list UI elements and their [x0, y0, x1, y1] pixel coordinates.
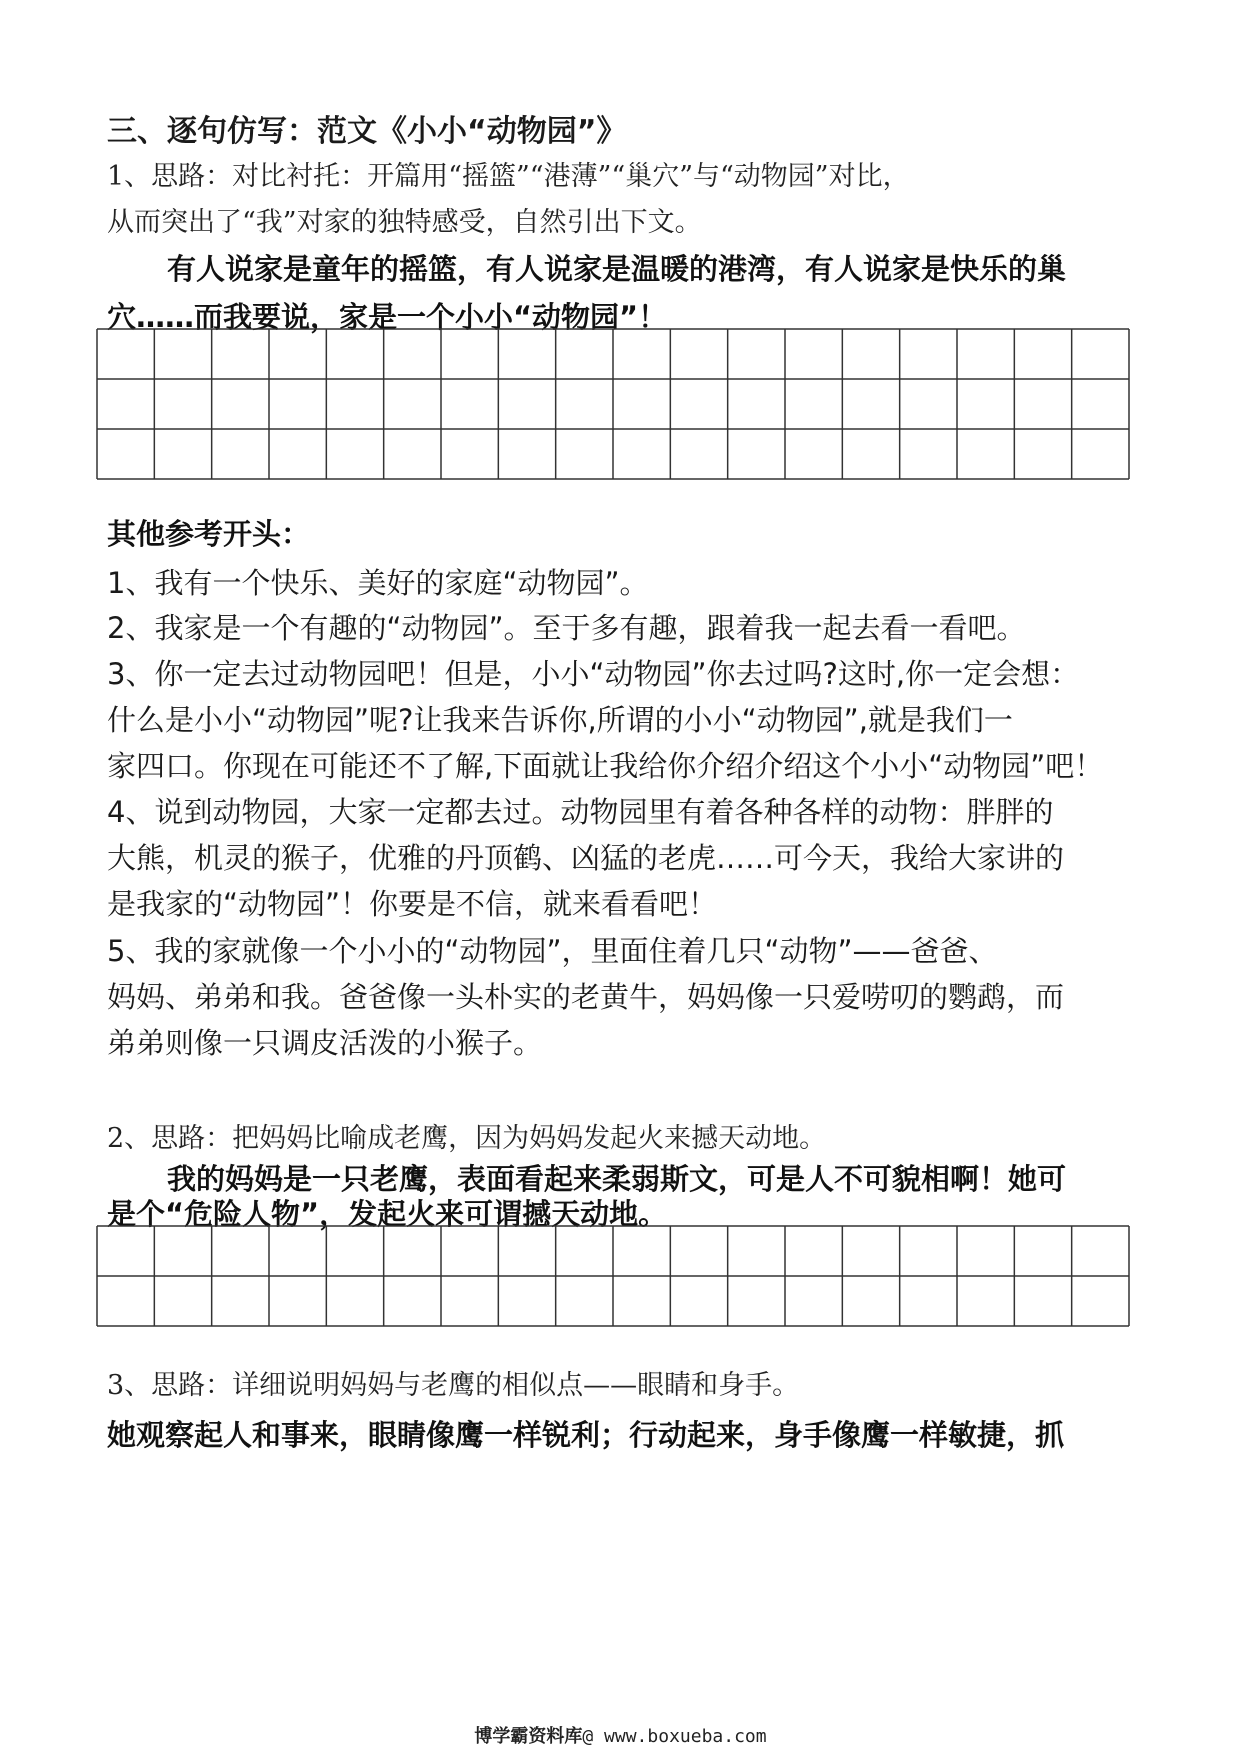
opening-line: 大熊，机灵的猴子，优雅的丹顶鹤、凶猛的老虎……可今天，我给大家讲的	[107, 841, 1065, 875]
part3-idea: 3、思路：详细说明妈妈与老鹰的相似点——眼睛和身手。	[107, 1370, 800, 1401]
part2-idea: 2、思路：把妈妈比喻成老鹰，因为妈妈发起火来撼天动地。	[107, 1123, 827, 1154]
part3-example-line1: 她观察起人和事来，眼睛像鹰一样锐利；行动起来，身手像鹰一样敏捷，抓	[107, 1418, 1065, 1452]
section-title: 三、逐句仿写：范文《小小“动物园”》	[107, 114, 627, 149]
part2-example-line1: 我的妈妈是一只老鹰，表面看起来柔弱斯文，可是人不可貌相啊！她可	[167, 1162, 1067, 1196]
part1-example-line2: 穴……而我要说，家是一个小小“动物园”！	[107, 300, 668, 334]
opening-line: 弟弟则像一只调皮活泼的小猴子。	[107, 1026, 543, 1060]
footer-url: @ www.boxueba.com	[582, 1726, 767, 1747]
part1-example-line1: 有人说家是童年的摇篮，有人说家是温暖的港湾，有人说家是快乐的巢	[167, 252, 1067, 286]
opening-line: 3、你一定去过动物园吧！但是，小小“动物园”你去过吗?这时,你一定会想：	[107, 657, 1080, 691]
opening-line: 是我家的“动物园”！你要是不信，就来看看吧！	[107, 887, 718, 921]
opening-line: 5、我的家就像一个小小的“动物园”，里面住着几只“动物”——爸爸、	[107, 934, 998, 968]
part2-example-line2: 是个“危险人物”，发起火来可谓撼天动地。	[107, 1197, 668, 1231]
writing-grid-1[interactable]	[96, 328, 1130, 480]
opening-line: 什么是小小“动物园”呢?让我来告诉你,所谓的小小“动物园”,就是我们一	[107, 703, 1013, 737]
other-openings-title: 其他参考开头：	[107, 517, 311, 551]
opening-line: 4、说到动物园，大家一定都去过。动物园里有着各种各样的动物：胖胖的	[107, 795, 1054, 829]
part1-idea-line1: 1、思路：对比衬托：开篇用“摇篮”“港薄”“巢穴”与“动物园”对比，	[107, 161, 910, 192]
writing-grid-2-lines	[96, 1225, 1130, 1327]
opening-line: 2、我家是一个有趣的“动物园”。至于多有趣，跟着我一起去看一看吧。	[107, 611, 1026, 645]
footer-watermark	[0, 1722, 1241, 1748]
writing-grid-2[interactable]	[96, 1225, 1130, 1327]
writing-grid-1-lines	[96, 328, 1130, 480]
opening-line: 妈妈、弟弟和我。爸爸像一头朴实的老黄牛，妈妈像一只爱唠叨的鹦鹉，而	[107, 980, 1065, 1014]
opening-line: 家四口。你现在可能还不了解,下面就让我给你介绍介绍这个小小“动物园”吧！	[107, 749, 1104, 783]
footer-site-name: 博学霸资料库	[474, 1726, 583, 1747]
part1-idea-line2: 从而突出了“我”对家的独特感受，自然引出下文。	[107, 207, 702, 238]
opening-line: 1、我有一个快乐、美好的家庭“动物园”。	[107, 566, 649, 600]
